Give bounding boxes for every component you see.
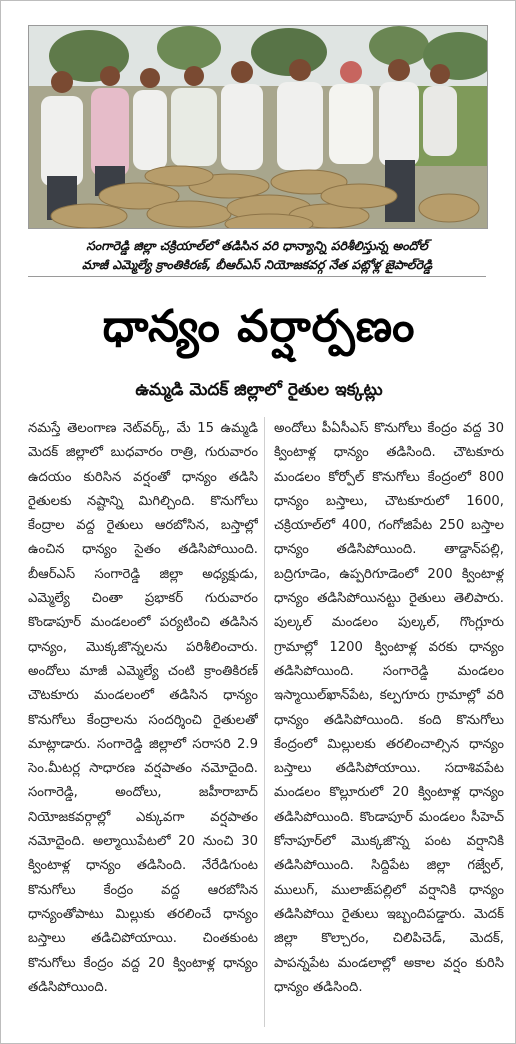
article-text-left: నమస్తే తెలంగాణ నెట్‌వర్క్, మే 15 ఉమ్మడి మెదక్ జిల్లాలో బుధవారం రాత్రి, గురువారం ఉదయం కురిసిన వర్షంతో ధాన్యం తడిసి రైతులకు నష్టాన్ని మిగిల్చింది. కొనుగోలు కేంద్రాల వద్ద రైతులు ఆరబోసిన, బస్తాల్లో ఉంచిన ధాన్యం సైతం తడిసిపోయింది. బీఆర్ఎస్ సంగారెడ్డి జిల్లా అధ్యక్షుడు, ఎమ్మెల్యే చింతా ప్రభాకర్ గురువారం కొండాపూర్ మండలంలో పర్యటించి తడిసిన ధాన్యం, మొక్కజొన్నలను పరిశీలించారు. అందోలు మాజీ ఎమ్మెల్యే చంటి క్రాంతికిరణ్ చౌటకూరు మండలంలో తడిసిన ధాన్యం కొనుగోలు కేంద్రాలను సందర్శించి రైతులతో మాట్లాడారు. సంగారెడ్డి జిల్లాలో సరాసరి 2.9 సెం.మీటర్ల సాధారణ వర్షపాతం నమోదైంది. సంగారెడ్డి, అందోలు, జహీరాబాద్ నియోజకవర్గాల్లో ఎక్కువగా వర్షపాతం నమోదైంది. అల్మాయిపేటలో 20 నుంచి 30 క్వింటాళ్ల ధాన్యం తడిసింది. నేరేడిగుంట కొనుగోలు కేంద్రం వద్ద ఆరబోసిన ధాన్యంతోపాటు మిల్లుకు తరలించే ధాన్యం బస్తాలు తడిచిపోయాయి. చింతకుంట కొనుగోలు కేంద్రం వద్ద 20 క్వింటాళ్ల ధాన్యం తడిసిపోయింది. [28,421,258,995]
news-photo [28,25,488,229]
caption-line-1: సంగారెడ్డి జిల్లా చక్రియాల్‌లో తడిసిన వరి ధాన్యాన్ని పరిశీలిస్తున్న అందోల్ [86,238,428,253]
article-text-right: అందోలు పీఏసీఎస్ కొనుగోలు కేంద్రం వద్ద 30 క్వింటాళ్ల ధాన్యం తడిసింది. చౌటకూరు మండలం కోర్పోల్ కొనుగోలు కేంద్రంలో 800 ధాన్యం బస్తాలు, చౌటకూరులో 1600, చక్రియాల్‌లో 400, గంగోజిపేట 250 బస్తాల ధాన్యం తడిసిపోయింది. తాడ్దాన్‌పల్లి, బద్రిగూడెం, ఉప్పరిగూడెంలో 200 క్వింటాళ్ల ధాన్యం తడిసిపోయినట్టు రైతులు తెలిపారు. పుల్కల్ మండలం పుల్కల్, గొంగ్లూరు గ్రామాల్లో 1200 క్వింటాళ్ల వరకు ధాన్యం తడిసిపోయింది. సంగారెడ్డి మండలం ఇస్మాయిల్‌ఖాన్‌పేట, కల్పగూరు గ్రామాల్లో వరి ధాన్యం తడిసిపోయింది. కంది కొనుగోలు కేంద్రంలో మిల్లులకు తరలించాల్సిన ధాన్యం బస్తాలు తడిసిపోయాయి. సదాశివపేట మండలం కొల్లూరులో 20 క్వింటాళ్ల ధాన్యం తడిసిపోయింది. కొండాపూర్ మండలం సీహెచ్ కోనాపూర్‌లో మొక్కజొన్న పంట వర్షానికి తడిసిపోయింది. సిద్దిపేట జిల్లా గజ్వేల్, ములుగ్, ములాజ్‌పల్లిలో వర్షానికి ధాన్యం తడిసిపోయి రైతులు ఇబ్బందిపడ్డారు. మెదక్ జిల్లా కొల్చారం, చిలిపిచెడ్, మెదక్, పాపన్నపేట మండలాల్లో అకాల వర్షం కురిసి ధాన్యం తడిసింది. [274,421,504,995]
subheadline: ఉమ్మడి మెదక్ జిల్లాలో రైతుల ఇక్కట్లు [135,380,383,400]
headline: ధాన్యం వర్షార్పణం [102,301,416,352]
photo-illustration [29,26,487,228]
article-column-left [28,417,258,1032]
article-column-right [274,417,504,1032]
caption-line-2: మాజీ ఎమ్మెల్యే క్రాంతికిరణ్, బీఆర్ఎస్ నియోజకవర్గ నేత పట్లోళ్ల జైపాల్‌రెడ్డి [81,257,433,272]
column-divider [264,417,265,1027]
photo-caption [28,231,486,277]
